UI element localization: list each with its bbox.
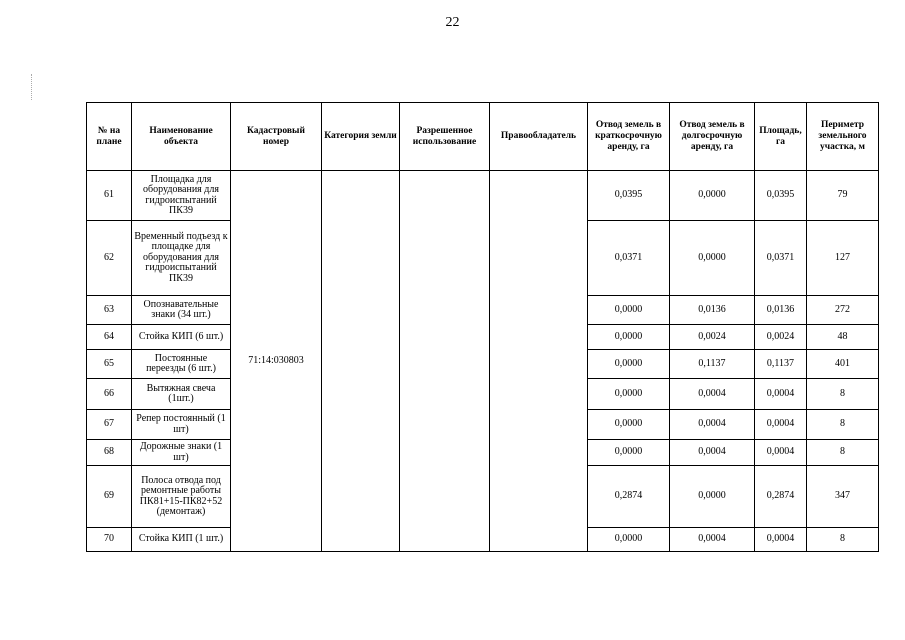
- header-permitted-use: Разрешенное использование: [400, 103, 490, 171]
- header-row: [87, 103, 879, 171]
- header-perimeter: Периметр земельного участка, м: [807, 103, 879, 171]
- header-plan-number: № на плане: [87, 103, 132, 171]
- object-name-cell: Стойка КИП (1 шт.): [132, 528, 231, 552]
- perimeter-cell: 127: [807, 221, 879, 296]
- short-term-lease-cell: 0,0000: [588, 296, 670, 325]
- object-name-cell: Площадка для оборудования для гидроиспытаний ПК39: [132, 171, 231, 221]
- perimeter-cell: 8: [807, 379, 879, 410]
- area-cell: 0,0136: [755, 296, 807, 325]
- perimeter-cell: 8: [807, 410, 879, 440]
- header-long-term-lease: Отвод земель в долгосрочную аренду, га: [670, 103, 755, 171]
- object-name-cell: Репер постоянный (1 шт): [132, 410, 231, 440]
- header-owner: Правообладатель: [490, 103, 588, 171]
- short-term-lease-cell: 0,0395: [588, 171, 670, 221]
- plan-number-cell: 70: [87, 528, 132, 552]
- table-row: [87, 171, 879, 221]
- plan-number-cell: 65: [87, 350, 132, 379]
- perimeter-cell: 401: [807, 350, 879, 379]
- area-cell: 0,2874: [755, 466, 807, 528]
- plan-number-cell: 62: [87, 221, 132, 296]
- plan-number-cell: 63: [87, 296, 132, 325]
- long-term-lease-cell: 0,0024: [670, 325, 755, 350]
- long-term-lease-cell: 0,0004: [670, 440, 755, 466]
- long-term-lease-cell: 0,0004: [670, 528, 755, 552]
- header-cadastral-number: Кадастровый номер: [231, 103, 322, 171]
- page-number: 22: [445, 15, 460, 30]
- plan-number-cell: 66: [87, 379, 132, 410]
- permitted-use-cell: [400, 171, 490, 552]
- plan-number-cell: 69: [87, 466, 132, 528]
- area-cell: 0,0004: [755, 410, 807, 440]
- object-name-cell: Стойка КИП (6 шт.): [132, 325, 231, 350]
- short-term-lease-cell: 0,0000: [588, 350, 670, 379]
- area-cell: 0,0004: [755, 440, 807, 466]
- object-name-cell: Дорожные знаки (1 шт): [132, 440, 231, 466]
- owner-cell: [490, 171, 588, 552]
- object-name-cell: Постоянные переезды (6 шт.): [132, 350, 231, 379]
- long-term-lease-cell: 0,0136: [670, 296, 755, 325]
- object-name-cell: Полоса отвода под ремонтные работы ПК81+15-ПК82+52 (демонтаж): [132, 466, 231, 528]
- header-short-term-lease: Отвод земель в краткосрочную аренду, га: [588, 103, 670, 171]
- perimeter-cell: 347: [807, 466, 879, 528]
- short-term-lease-cell: 0,0000: [588, 379, 670, 410]
- land-category-cell: [322, 171, 400, 552]
- cadastral-number-cell: 71:14:030803: [231, 171, 322, 552]
- perimeter-cell: 272: [807, 296, 879, 325]
- area-cell: 0,0395: [755, 171, 807, 221]
- long-term-lease-cell: 0,0004: [670, 410, 755, 440]
- object-name-cell: Вытяжная свеча (1шт.): [132, 379, 231, 410]
- perimeter-cell: 8: [807, 528, 879, 552]
- header-area: Площадь, га: [755, 103, 807, 171]
- land-allocation-table: [86, 102, 879, 552]
- short-term-lease-cell: 0,0000: [588, 325, 670, 350]
- short-term-lease-cell: 0,0000: [588, 440, 670, 466]
- plan-number-cell: 64: [87, 325, 132, 350]
- area-cell: 0,0371: [755, 221, 807, 296]
- short-term-lease-cell: 0,2874: [588, 466, 670, 528]
- short-term-lease-cell: 0,0000: [588, 528, 670, 552]
- long-term-lease-cell: 0,1137: [670, 350, 755, 379]
- long-term-lease-cell: 0,0000: [670, 171, 755, 221]
- plan-number-cell: 67: [87, 410, 132, 440]
- header-land-category: Категория земли: [322, 103, 400, 171]
- long-term-lease-cell: 0,0004: [670, 379, 755, 410]
- long-term-lease-cell: 0,0000: [670, 221, 755, 296]
- object-name-cell: Временный подъезд к площадке для оборудования для гидроиспытаний ПК39: [132, 221, 231, 296]
- area-cell: 0,0024: [755, 325, 807, 350]
- perimeter-cell: 8: [807, 440, 879, 466]
- short-term-lease-cell: 0,0000: [588, 410, 670, 440]
- plan-number-cell: 61: [87, 171, 132, 221]
- long-term-lease-cell: 0,0000: [670, 466, 755, 528]
- plan-number-cell: 68: [87, 440, 132, 466]
- perimeter-cell: 79: [807, 171, 879, 221]
- area-cell: 0,0004: [755, 528, 807, 552]
- header-object-name: Наименование объекта: [132, 103, 231, 171]
- object-name-cell: Опознавательные знаки (34 шт.): [132, 296, 231, 325]
- area-cell: 0,0004: [755, 379, 807, 410]
- perimeter-cell: 48: [807, 325, 879, 350]
- margin-mark: [31, 74, 36, 100]
- area-cell: 0,1137: [755, 350, 807, 379]
- short-term-lease-cell: 0,0371: [588, 221, 670, 296]
